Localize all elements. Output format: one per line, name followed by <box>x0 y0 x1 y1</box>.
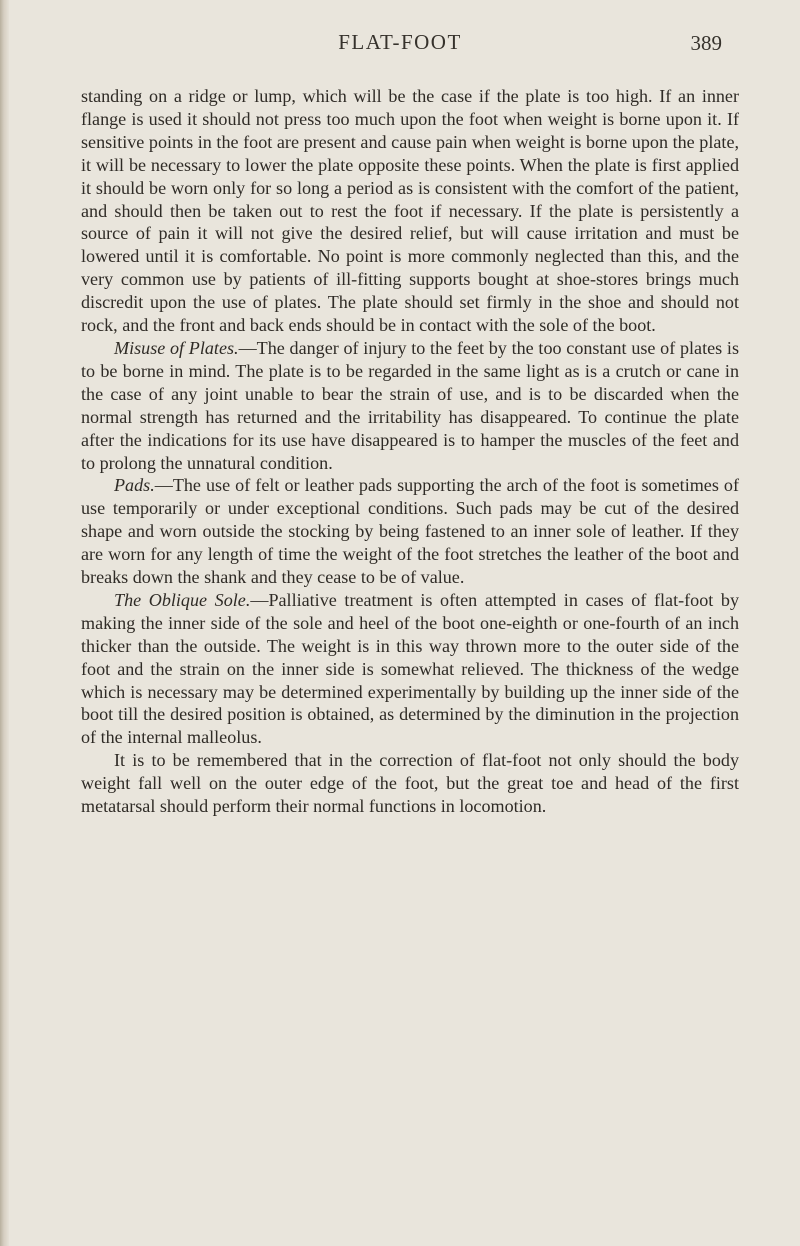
paragraph-pads <box>81 474 739 589</box>
paragraph-oblique-sole <box>81 589 739 749</box>
paragraph-text: —The danger of injury to the feet by the too constant use of plates is to be borne in mind. The plate is to be regarded in the same light as is a crutch or cane in the case of any joint unable to bear the strain of use, and is to be discarded when the normal strength has returned and the irritability has disappeared. To continue the plate after the indications for its use have disappeared is to hamper the muscles of the feet and to prolong the unnatural condition. <box>81 337 739 473</box>
page-number: 389 <box>690 31 722 55</box>
paragraph-conclusion <box>81 749 739 818</box>
paragraph-misuse-of-plates <box>81 337 739 474</box>
paragraph-text: —The use of felt or leather pads supporting the arch of the foot is sometimes of use temporarily or under exceptional conditions. Such pads may be cut of the desired shape and worn outside the stocking by being fastened to an inner sole of leather. If they are worn for any length of time the weight of the foot stretches the leather of the boot and breaks down the shank and they cease to be of value. <box>81 475 739 588</box>
running-title: FLAT-FOOT <box>338 30 462 54</box>
paragraph-continued <box>81 85 739 337</box>
paragraph-heading: Pads. <box>114 475 155 496</box>
paragraph-text: standing on a ridge or lump, which will be the case if the plate is too high. If an inner flange is used it should not press too much upon the foot when weight is borne upon it. If sensitive points in the foot are present and cause pain when weight is borne upon the plate, it will be necessary to lower the plate opposite these points. When the plate is first applied it should be worn only for so long a period as is consistent with the comfort of the patient, and should then be taken out to rest the foot if necessary. If the plate is persistently a source of pain it will not give the desired relief, but will cause irritation and must be lowered until it is comfortable. No point is more commonly neglected than this, and the very common use by patients of ill-fitting supports bought at shoe-stores brings much discredit upon the use of plates. The plate should set firmly in the shoe and should not rock, and the front and back ends should be in contact with the sole of the boot. <box>81 86 739 336</box>
paragraph-text: It is to be remembered that in the correction of flat-foot not only should the body weight fall well on the outer edge of the foot, but the great toe and head of the first metatarsal should perform their normal functions in locomotion. <box>81 750 739 817</box>
paragraph-text: —Palliative treatment is often attempted in cases of flat-foot by making the inner side of the sole and heel of the boot one-eighth or one-fourth of an inch thicker than the outside. The weight is in this way thrown more to the outer side of the foot and the strain on the inner side is somewhat relieved. The thickness of the wedge which is necessary may be determined experimentally by building up the inner side of the boot till the desired position is obtained, as determined by the diminution in the projection of the internal malleolus. <box>81 589 739 748</box>
paragraph-heading: The Oblique Sole. <box>114 589 251 610</box>
body-text <box>81 85 739 818</box>
paragraph-heading: Misuse of Plates. <box>114 337 239 358</box>
